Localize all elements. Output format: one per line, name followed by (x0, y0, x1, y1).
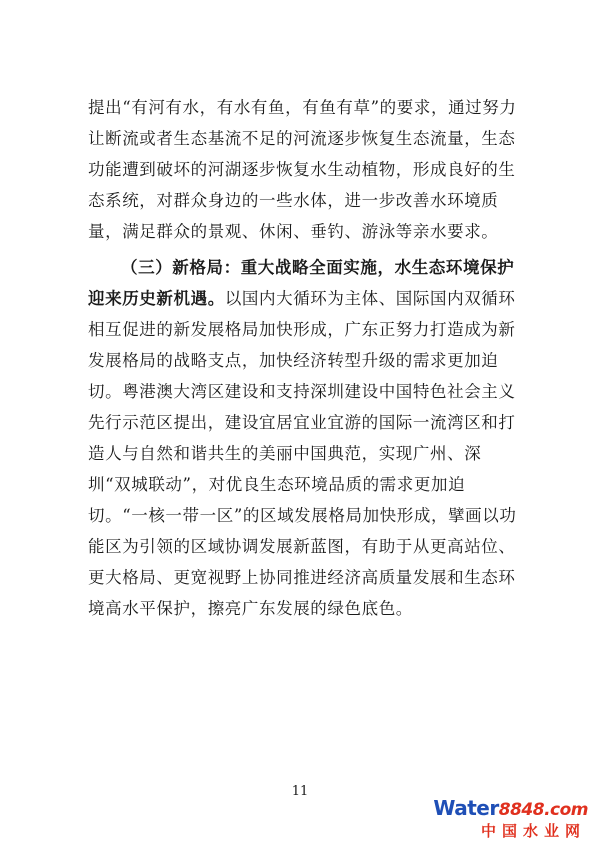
watermark-logo-text (433, 796, 588, 820)
watermark-chinese-text: 中国水业网 (480, 822, 586, 840)
watermark-logo-number: 8848.com (498, 800, 588, 820)
watermark-logo-word: Water (433, 796, 499, 820)
paragraph-section-three (88, 252, 520, 624)
section-heading: （三）新格局：重大战略全面实施，水生态环境保护迎来历史新机遇。 (88, 258, 515, 308)
paragraph-continuation: 提出“有河有水，有水有鱼，有鱼有草”的要求，通过努力让断流或者生态基流不足的河流逐步恢复生态流量，生态功能遭到破坏的河湖逐步恢复水生动植物，形成良好的生态系统，对群众身边的一些水体，进一步改善水环境质量，满足群众的景观、休闲、垂钓、游泳等亲水要求。 (88, 98, 517, 241)
page-number: 11 (291, 784, 309, 799)
section-body: 以国内大循环为主体、国际国内双循环相互促进的新发展格局加快形成，广东正努力打造成为新发展格局的战略支点，加快经济转型升级的需求更加迫切。粤港澳大湾区建设和支持深圳建设中国特色社会主义先行示范区提出，建设宜居宜业宜游的国际一流湾区和打造人与自然和谐共生的美丽中国典范，实现广州、深圳“双城联动”，对优良生态环境品质的需求更加迫切。“一核一带一区”的区域发展格局加快形成，擘画以功能区为引领的区域协调发展新蓝图，有助于从更高站位、更大格局、更宽视野上协同推进经济高质量发展和生态环境高水平保护，擦亮广东发展的绿色底色。 (88, 289, 517, 618)
watermark-logo (433, 796, 588, 842)
